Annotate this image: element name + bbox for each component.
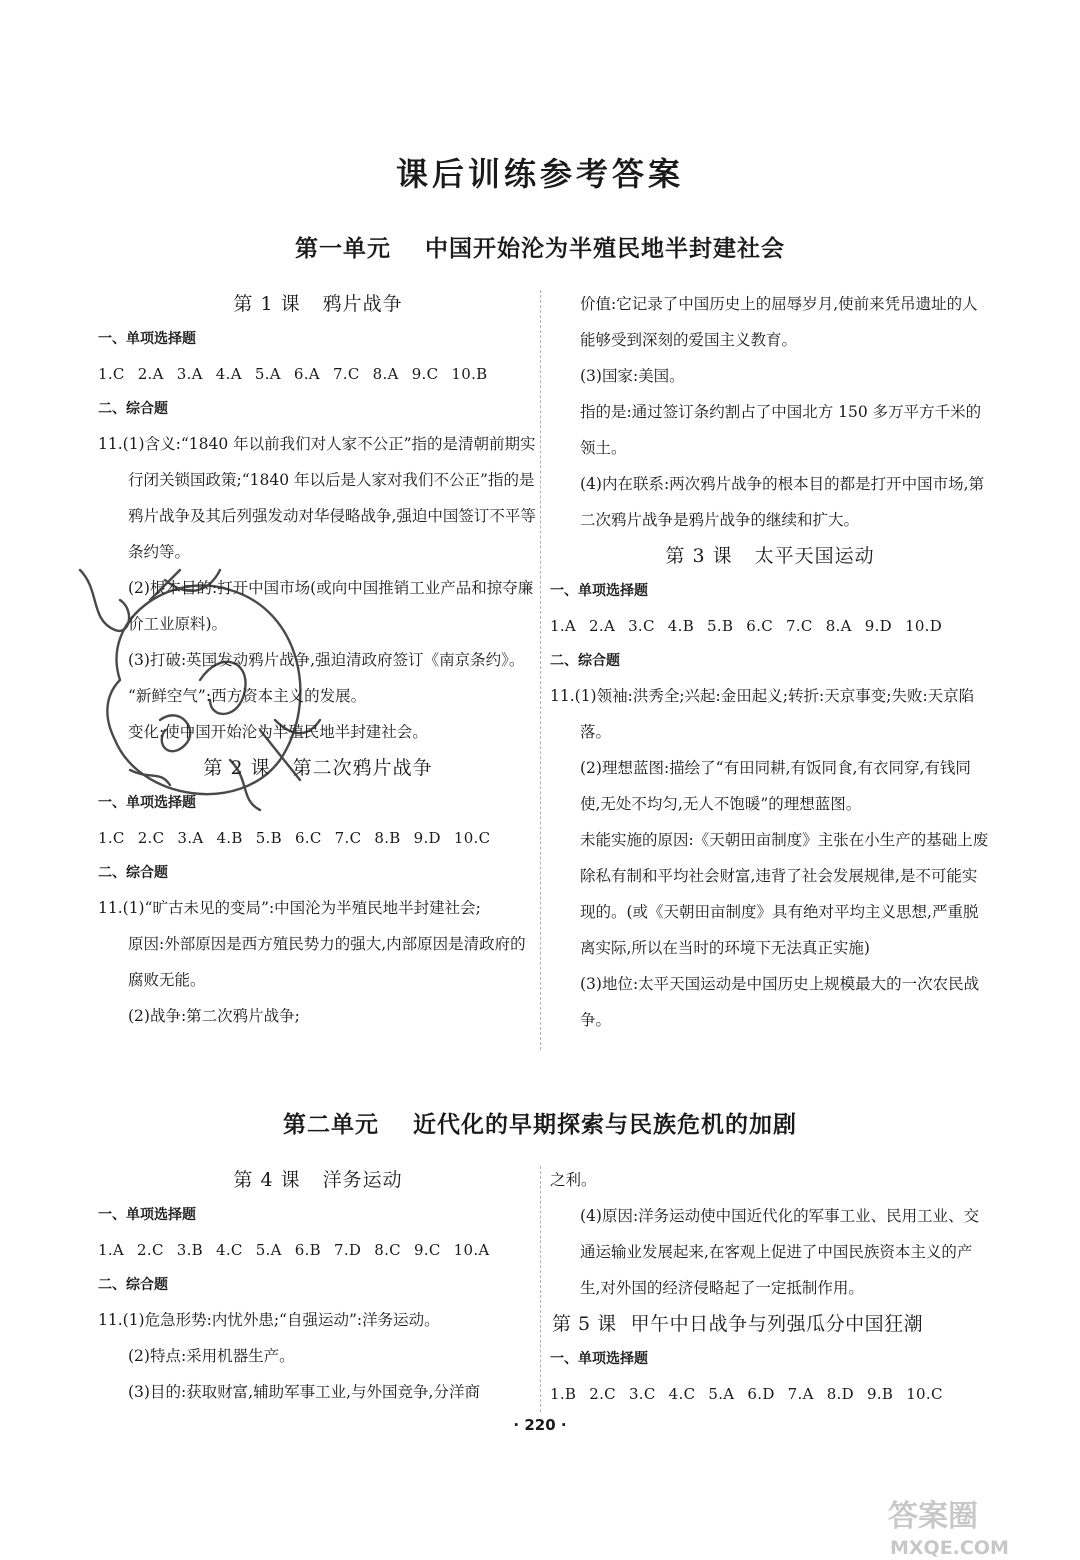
answer-item: 8.A: [372, 365, 399, 383]
page-number: · 220 ·: [513, 1416, 567, 1434]
lesson-5-heading: [550, 1306, 990, 1342]
section-comprehensive: 二、综合题: [98, 401, 168, 417]
lesson-3-prefix: 第 3 课: [665, 545, 733, 567]
answer-item: 8.B: [374, 829, 401, 847]
answer-paragraph: (3)目的:获取财富,辅助军事工业,与外国竞争,分洋商: [128, 1383, 480, 1401]
answer-item: 10.D: [905, 617, 943, 635]
answer-item: 3.A: [177, 829, 204, 847]
answer-paragraph: 指的是:通过签订条约割占了中国北方 150 多万平方千米的领土。: [580, 403, 982, 457]
answer-paragraph: (2)战争:第二次鸦片战争;: [128, 1007, 300, 1025]
answer-item: 5.B: [707, 617, 734, 635]
answer-item: 9.D: [864, 617, 892, 635]
answer-item: 3.A: [176, 365, 203, 383]
answer-paragraph: 11.(1)“旷古未见的变局”:中国沦为半殖民地半封建社会;: [98, 899, 481, 917]
answer-item: 10.C: [906, 1385, 943, 1403]
column-divider: [540, 290, 541, 1050]
lesson-4-name: 洋务运动: [322, 1169, 403, 1191]
answer-item: 2.A: [589, 617, 616, 635]
answer-item: 5.A: [255, 1241, 282, 1259]
answer-item: 4.B: [667, 617, 695, 635]
answer-paragraph: (3)国家:美国。: [580, 367, 685, 385]
answers-lesson-1: [98, 356, 538, 392]
watermark-top: 答案圈: [888, 1499, 978, 1534]
section-choice: 一、单项选择题: [550, 1351, 648, 1367]
answer-paragraph: 之利。: [550, 1171, 597, 1189]
answer-item: 5.A: [254, 365, 281, 383]
unit-2-right-column: [550, 1162, 990, 1412]
answer-paragraph: 未能实施的原因:《天朝田亩制度》主张在小生产的基础上废除私有制和平均社会财富,违背了社会发展规律,是不可能实现的。(或《天朝田亩制度》具有绝对平均主义思想,严重脱离实际,所以在当时的环境下无法真正实施): [580, 831, 989, 957]
answer-paragraph: 11.(1)领袖:洪秀全;兴起:金田起义;转折:天京事变;失败:天京陷落。: [550, 687, 975, 741]
answer-item: 9.B: [866, 1385, 894, 1403]
answer-item: 2.A: [137, 365, 164, 383]
unit-1-title: [0, 232, 1080, 266]
answer-item: 9.C: [413, 1241, 441, 1259]
answers-lesson-3: [550, 608, 990, 644]
watermark-bottom: MXQE.COM: [890, 1537, 1009, 1559]
answer-item: 9.D: [413, 829, 441, 847]
answer-item: 7.C: [332, 365, 360, 383]
lesson-1-name: 鸦片战争: [322, 293, 403, 315]
watermark-logo-icon: [880, 1490, 1070, 1560]
answer-item: 10.C: [453, 829, 491, 847]
answer-item: 1.B: [550, 1385, 577, 1403]
answer-paragraph: 11.(1)含义:“1840 年以前我们对人家不公正”指的是清朝前期实行闭关锁国政策;“1840 年以后是人家对我们不公正”指的是鸦片战争及其后列强发动对华侵略战争,强迫中国签订不平等条约等。: [98, 435, 536, 561]
unit-2-prefix: 第二单元: [283, 1112, 379, 1138]
answer-paragraph: (3)地位:太平天国运动是中国历史上规模最大的一次农民战争。: [580, 975, 980, 1029]
answer-item: 10.B: [451, 365, 488, 383]
answer-item: 5.B: [255, 829, 282, 847]
column-divider: [540, 1166, 541, 1412]
lesson-3-heading: [550, 538, 990, 574]
unit-1-prefix: 第一单元: [295, 236, 391, 262]
answer-item: 3.C: [628, 1385, 656, 1403]
answer-item: 2.C: [137, 829, 165, 847]
answer-item: 6.C: [294, 829, 322, 847]
lesson-5-prefix: 第 5 课: [552, 1313, 617, 1335]
lesson-3-name: 太平天国运动: [754, 545, 875, 567]
answer-paragraph: (2)根本目的:打开中国市场(或向中国推销工业产品和掠夺廉价工业原料)。: [128, 579, 534, 633]
lesson-5-name: 甲午中日战争与列强瓜分中国狂潮: [630, 1313, 924, 1335]
handwritten-scribble-icon: [60, 530, 350, 830]
section-comprehensive: 二、综合题: [550, 653, 620, 669]
answer-paragraph: “新鲜空气”:西方资本主义的发展。: [128, 687, 367, 705]
section-choice: 一、单项选择题: [98, 331, 196, 347]
answer-paragraph: 11.(1)危急形势:内忧外患;“自强运动”:洋务运动。: [98, 1311, 440, 1329]
answer-item: 4.C: [216, 1241, 243, 1259]
page-title: 课后训练参考答案: [395, 155, 684, 193]
answer-paragraph: (2)特点:采用机器生产。: [128, 1347, 295, 1365]
answer-item: 1.C: [98, 829, 125, 847]
lesson-4-prefix: 第 4 课: [233, 1169, 301, 1191]
answer-item: 4.C: [668, 1385, 696, 1403]
unit-1-right-column: [550, 286, 990, 1038]
section-choice: 一、单项选择题: [98, 795, 196, 811]
answer-item: 9.C: [411, 365, 439, 383]
answer-item: 6.B: [294, 1241, 321, 1259]
answer-paragraph: 变化:使中国开始沦为半殖民地半封建社会。: [128, 723, 428, 741]
unit-2-title: [0, 1108, 1080, 1142]
answer-item: 2.C: [589, 1385, 616, 1403]
lesson-2-name: 第二次鸦片战争: [292, 757, 433, 779]
answer-item: 3.C: [628, 617, 655, 635]
answer-paragraph: 价值:它记录了中国历史上的屈辱岁月,使前来凭吊遗址的人能够受到深刻的爱国主义教育。: [580, 295, 978, 349]
answer-item: 2.C: [137, 1241, 164, 1259]
answer-item: 10.A: [453, 1241, 490, 1259]
section-comprehensive: 二、综合题: [98, 1277, 168, 1293]
answer-item: 8.D: [826, 1385, 854, 1403]
section-choice: 一、单项选择题: [550, 583, 648, 599]
answer-item: 4.A: [215, 365, 242, 383]
answer-paragraph: (3)打破:英国发动鸦片战争,强迫清政府签订《南京条约》。: [128, 651, 525, 669]
answer-item: 1.A: [550, 617, 577, 635]
answer-item: 6.C: [746, 617, 773, 635]
unit-2-left-column: [98, 1162, 538, 1410]
unit-1-text: 中国开始沦为半殖民地半封建社会: [425, 236, 785, 262]
unit-2-text: 近代化的早期探索与民族危机的加剧: [413, 1112, 797, 1138]
lesson-1-prefix: 第 1 课: [233, 293, 301, 315]
answer-item: 7.C: [334, 829, 362, 847]
section-comprehensive: 二、综合题: [98, 865, 168, 881]
answer-item: 7.D: [334, 1241, 362, 1259]
answer-item: 4.B: [216, 829, 243, 847]
answer-item: 8.C: [374, 1241, 401, 1259]
answer-item: 6.A: [293, 365, 320, 383]
lesson-4-heading: [98, 1162, 538, 1198]
answer-paragraph: (4)原因:洋务运动使中国近代化的军事工业、民用工业、交通运输业发展起来,在客观上促进了中国民族资本主义的产生,对外国的经济侵略起了一定抵制作用。: [580, 1207, 980, 1297]
lesson-1-heading: [98, 286, 538, 322]
answer-item: 5.A: [708, 1385, 735, 1403]
section-choice: 一、单项选择题: [98, 1207, 196, 1223]
lesson-2-prefix: 第 2 课: [203, 757, 271, 779]
answer-item: 1.C: [98, 365, 125, 383]
answer-item: 7.A: [787, 1385, 814, 1403]
answer-paragraph: 原因:外部原因是西方殖民势力的强大,内部原因是清政府的腐败无能。: [128, 935, 526, 989]
answer-paragraph: (4)内在联系:两次鸦片战争的根本目的都是打开中国市场,第二次鸦片战争是鸦片战争的继续和扩大。: [580, 475, 985, 529]
answer-item: 7.C: [786, 617, 813, 635]
answer-item: 3.B: [176, 1241, 203, 1259]
answer-item: 8.A: [825, 617, 852, 635]
answer-item: 6.D: [747, 1385, 775, 1403]
answer-item: 1.A: [98, 1241, 125, 1259]
answers-lesson-5: [550, 1376, 990, 1412]
answer-paragraph: (2)理想蓝图:描绘了“有田同耕,有饭同食,有衣同穿,有钱同使,无处不均匀,无人不饱暖”的理想蓝图。: [580, 759, 971, 813]
answers-lesson-4: [98, 1232, 538, 1268]
